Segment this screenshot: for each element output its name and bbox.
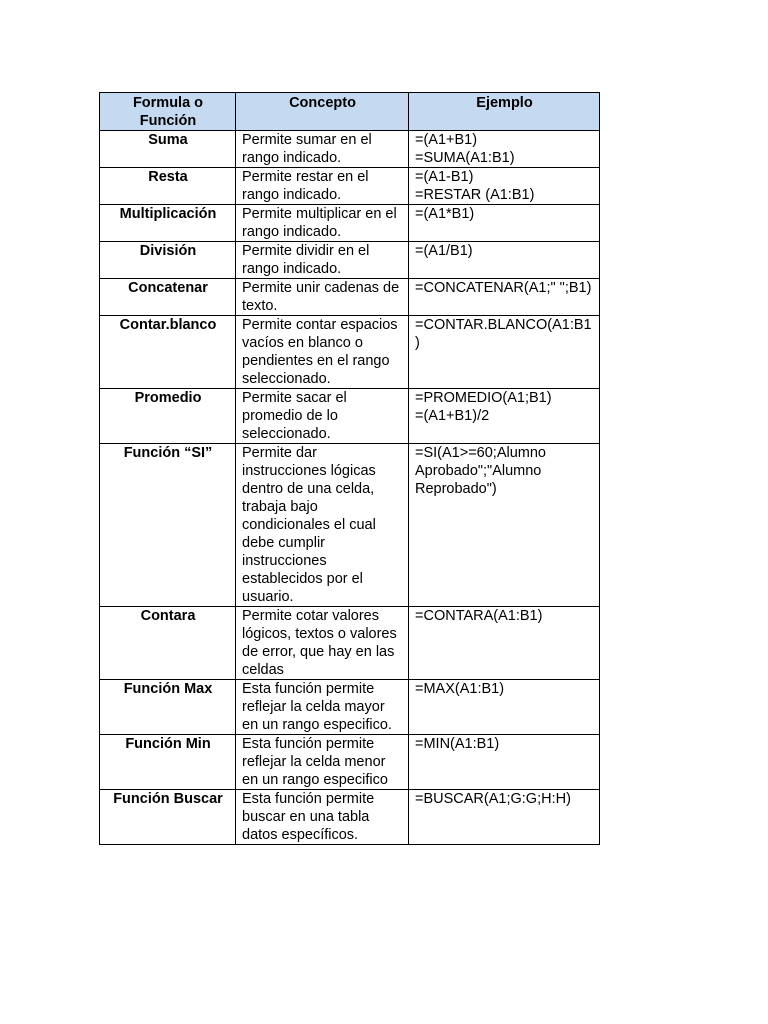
table-row [100,389,600,444]
table-row [100,168,600,205]
concept-cell: Permite multiplicar en el rango indicado. [236,205,409,242]
function-name-cell: Contar.blanco [100,316,236,389]
example-cell: =(A1+B1) =SUMA(A1:B1) [409,131,600,168]
table-row [100,680,600,735]
concept-cell: Permite cotar valores lógicos, textos o valores de error, que hay en las celdas [236,607,409,680]
function-name-cell: Resta [100,168,236,205]
concept-cell: Esta función permite reflejar la celda mayor en un rango especifico. [236,680,409,735]
function-name-cell: División [100,242,236,279]
table-row [100,735,600,790]
table-row [100,205,600,242]
concept-cell: Permite unir cadenas de texto. [236,279,409,316]
function-name-cell: Contara [100,607,236,680]
concept-cell: Permite sumar en el rango indicado. [236,131,409,168]
concept-cell: Permite dividir en el rango indicado. [236,242,409,279]
concept-cell: Permite contar espacios vacíos en blanco o pendientes en el rango seleccionado. [236,316,409,389]
table-row [100,790,600,845]
header-formula: Formula o Función [100,93,236,131]
example-cell: =CONTAR.BLANCO(A1:B1 ) [409,316,600,389]
concept-cell: Permite restar en el rango indicado. [236,168,409,205]
table-row [100,607,600,680]
example-cell: =PROMEDIO(A1;B1) =(A1+B1)/2 [409,389,600,444]
concept-cell: Esta función permite buscar en una tabla datos específicos. [236,790,409,845]
function-name-cell: Multiplicación [100,205,236,242]
table-body [100,131,600,845]
table-row [100,316,600,389]
function-name-cell: Función Max [100,680,236,735]
concept-cell: Permite dar instrucciones lógicas dentro de una celda, trabaja bajo condicionales el cual debe cumplir instrucciones establecidos por el usuario. [236,444,409,607]
example-cell: =(A1*B1) [409,205,600,242]
function-name-cell: Función “SI” [100,444,236,607]
example-cell: =BUSCAR(A1;G:G;H:H) [409,790,600,845]
header-example: Ejemplo [409,93,600,131]
example-cell: =MIN(A1:B1) [409,735,600,790]
table-row [100,444,600,607]
function-name-cell: Función Buscar [100,790,236,845]
example-cell: =(A1-B1) =RESTAR (A1:B1) [409,168,600,205]
functions-table [99,92,600,845]
example-cell: =(A1/B1) [409,242,600,279]
function-name-cell: Concatenar [100,279,236,316]
table-row [100,131,600,168]
table-row [100,279,600,316]
example-cell: =CONTARA(A1:B1) [409,607,600,680]
example-cell: =CONCATENAR(A1;" ";B1) [409,279,600,316]
example-cell: =MAX(A1:B1) [409,680,600,735]
concept-cell: Esta función permite reflejar la celda menor en un rango especifico [236,735,409,790]
function-name-cell: Función Min [100,735,236,790]
concept-cell: Permite sacar el promedio de lo seleccionado. [236,389,409,444]
table-header-row [100,93,600,131]
header-concept: Concepto [236,93,409,131]
table-row [100,242,600,279]
function-name-cell: Promedio [100,389,236,444]
example-cell: =SI(A1>=60;Alumno Aprobado";"Alumno Reprobado") [409,444,600,607]
function-name-cell: Suma [100,131,236,168]
